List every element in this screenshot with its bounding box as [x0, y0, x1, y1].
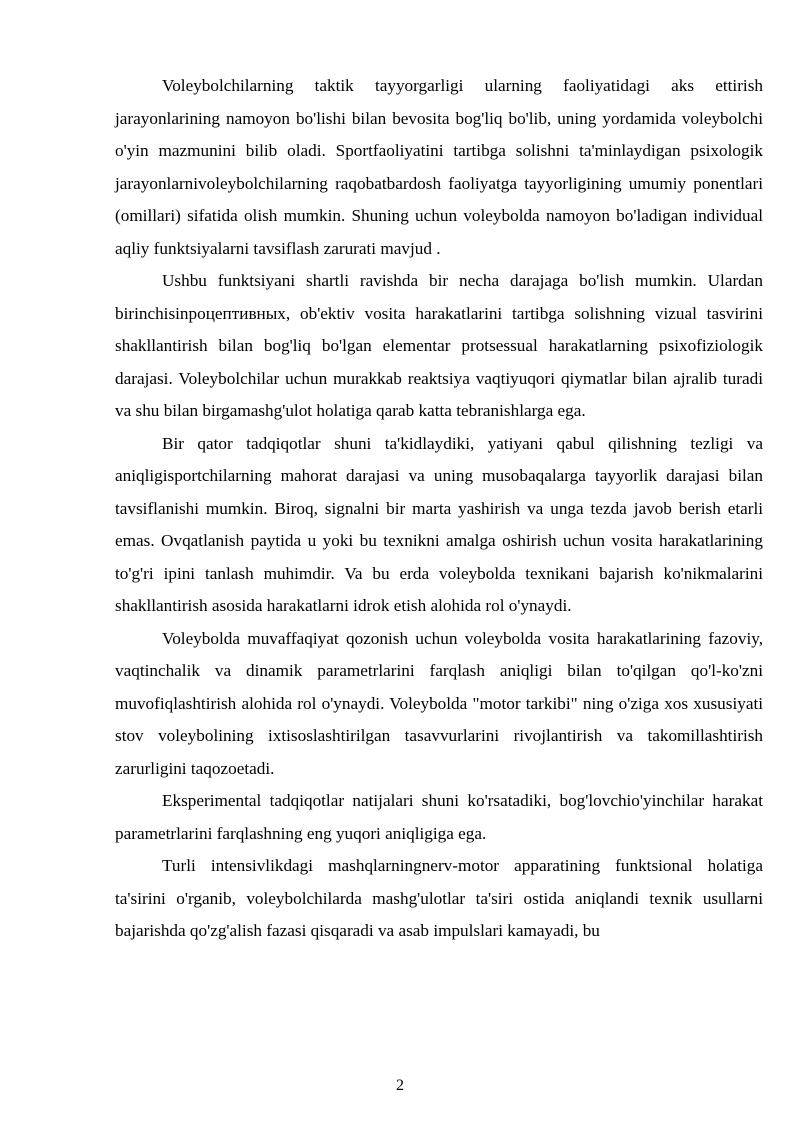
paragraph-6: Turli intensivlikdagi mashqlarningnerv-motor apparatining funktsional holatiga ta'sirini o'rganib, voleybolchilarda mashg'ulotlar ta'siri ostida aniqlandi texnik usullarni bajarishda qo'zg'alish fazasi qisqaradi va asab impulslari kamayadi, bu — [115, 856, 763, 940]
paragraph-3: Bir qator tadqiqotlar shuni ta'kidlaydiki, yatiyani qabul qilishning tezligi va aniqligisportchilarning mahorat darajasi va uning musobaqalarga tayyorlik darajasi bilan tavsiflanishi mumkin. Biroq, signalni bir marta yashirish va unga tezda javob berish etarli emas. Ovqatlanish paytida u yoki bu texnikni amalga oshirish uchun vosita harakatlarining to'g'ri ipini tanlash muhimdir. Va bu erda voleybolda texnikani bajarish ko'nikmalarini shakllantirish asosida harakatlarni idrok etish alohida rol o'ynaydi. — [115, 433, 763, 615]
page-number: 2 — [396, 1077, 404, 1094]
paragraph-1: Voleybolchilarning taktik tayyorgarligi ularning faoliyatidagi aks ettirish jarayonlarining namoyon bo'lishi bilan bevosita bog'liq bo'lib, uning yordamida voleybolchi o'yin mazmunini bilib oladi. Sportfaoliyatini tartibga solishni ta'minlaydigan psixologik jarayonlarnivoleybolchilarning raqobatbardosh faoliyatga tayyorligining umumiy ponentlari (omillari) sifatida olish mumkin. Shuning uchun voleybolda namoyon bo'ladigan individual aqliy funktsiyalarni tavsiflash zarurati mavjud . — [115, 76, 763, 258]
paragraph-4: Voleybolda muvaffaqiyat qozonish uchun voleybolda vosita harakatlarining fazoviy, vaqtinchalik va dinamik parametrlarini farqlash aniqligi bilan to'qilgan qo'l-ko'zni muvofiqlashtirish alohida rol o'ynaydi. Voleybolda "motor tarkibi" ning o'ziga xos xususiyati stov voleybolining ixtisoslashtirilgan tasavvurlarini rivojlantirish va takomillashtirish zarurligini taqozoetadi. — [115, 628, 763, 778]
document-body — [115, 70, 763, 948]
paragraph-2: Ushbu funktsiyani shartli ravishda bir necha darajaga bo'lish mumkin. Ulardan birinchisinроцептивных, ob'ektiv vosita harakatlarini tartibga solishning vizual tasvirini shakllantirish bilan bog'liq bo'lgan elementar protsessual harakatlarning psixofiziologik darajasi. Voleybolchilar uchun murakkab reaktsiya vaqtiyuqori qiymatlar bilan ajralib turadi va shu bilan birgamashg'ulot holatiga qarab katta tebranishlarga ega. — [115, 271, 763, 420]
paragraph-5: Eksperimental tadqiqotlar natijalari shuni ko'rsatadiki, bog'lovchio'yinchilar harakat parametrlarini farqlashning eng yuqori aniqligiga ega. — [115, 791, 763, 843]
